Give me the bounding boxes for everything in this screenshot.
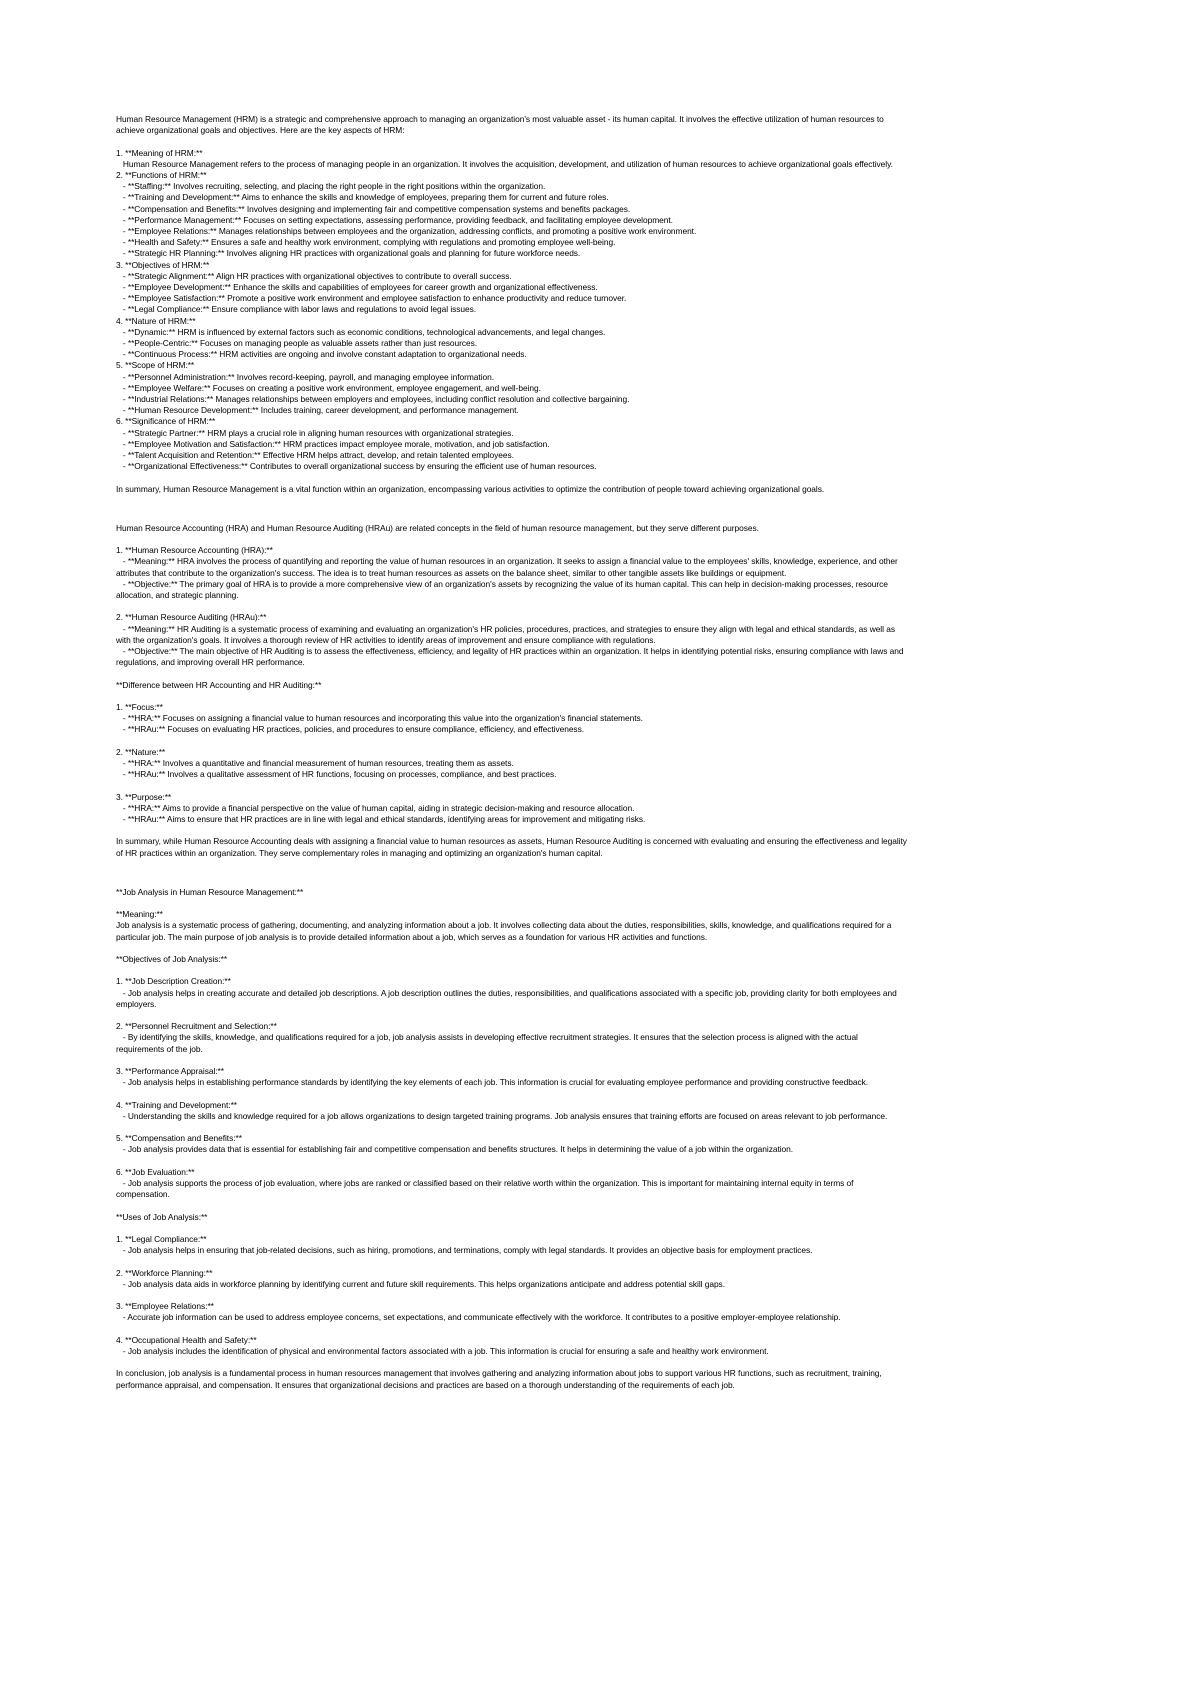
text-line: - **Legal Compliance:** Ensure compliance with labor laws and regulations to avoid legal issues. [116,304,477,315]
text-line [116,1055,1094,1066]
text-line: - **Human Resource Development:** Includes training, career development, and performance management. [116,405,519,416]
text-line: - **HRA:** Involves a quantitative and financial measurement of human resources, treating them as assets. [116,758,514,769]
document-section [116,523,1094,859]
text-line: - By identifying the skills, knowledge, and qualifications required for a job, job analysis assists in developing effective recruitment strategies. It ensures that the selection process is aligned with the actual [116,1032,858,1043]
text-line: - **Strategic HR Planning:** Involves aligning HR practices with organizational goals and planning for future workforce needs. [116,248,581,259]
text-line: - **Staffing:** Involves recruiting, selecting, and placing the right people in the right positions within the organization. [116,181,546,192]
text-line: Job analysis is a systematic process of gathering, documenting, and analyzing information about a job. It involves collecting data about the duties, responsibilities, skills, knowledge, and qualifications required for a [116,920,892,931]
text-line: - **Meaning:** HR Auditing is a systematic process of examining and evaluating an organization's HR policies, procedures, practices, and strategies to ensure they align with legal and ethical standards, as well as [116,623,895,634]
text-line: 4. **Training and Development:** [116,1099,237,1110]
text-line: regulations, and improving overall HR performance. [116,657,305,668]
text-line: - **Strategic Partner:** HRM plays a crucial role in aligning human resources with organizational strategies. [116,427,514,438]
text-line: - **Industrial Relations:** Manages relationships between employers and employees, including conflict resolution and collective bargaining. [116,394,630,405]
document-section [116,114,1094,495]
text-line: 1. **Focus:** [116,702,163,713]
text-line: - **HRAu:** Focuses on evaluating HR practices, policies, and procedures to ensure compliance, efficiency, and effectiveness. [116,724,584,735]
text-line: 1. **Human Resource Accounting (HRA):** [116,545,273,556]
text-line: 3. **Performance Appraisal:** [116,1066,224,1077]
text-line: performance appraisal, and compensation. It ensures that organizational decisions and practices are based on a thorough understanding of the requirements of each job. [116,1379,735,1390]
text-line: attributes that contribute to the organization's success. The idea is to treat human resources as assets on the balance sheet, similar to other tangible assets like buildings or equipment. [116,567,787,578]
text-line: **Difference between HR Accounting and HR Auditing:** [116,679,322,690]
text-line [116,1088,1094,1099]
text-line: - **HRA:** Focuses on assigning a financial value to human resources and incorporating this value into the organization's financial statements. [116,713,643,724]
text-line: 2. **Nature:** [116,746,166,757]
text-line [116,472,1094,483]
text-line [116,1357,1094,1368]
text-line: **Uses of Job Analysis:** [116,1211,208,1222]
text-line: - Accurate job information can be used to address employee concerns, set expectations, and communicate effectively with the workforce. It contributes to a positive employer-employee relationship. [116,1312,841,1323]
text-line: 5. **Compensation and Benefits:** [116,1133,242,1144]
text-line [116,943,1094,954]
text-line: - Job analysis helps in creating accurate and detailed job descriptions. A job description outlines the duties, responsibilities, and qualifications associated with a specific job, providing clarity for both employees and [116,987,897,998]
text-line [116,965,1094,976]
text-line: - **Employee Welfare:** Focuses on creating a positive work environment, employee engagement, and well-being. [116,382,541,393]
text-line: - **Employee Relations:** Manages relationships between employees and the organization, addressing conflicts, and promoting a positive work environment. [116,226,697,237]
text-line: - **Training and Development:** Aims to enhance the skills and knowledge of employees, preparing them for current and future roles. [116,192,609,203]
text-line: In summary, Human Resource Management is a vital function within an organization, encompassing various activities to optimize the contribution of people toward achieving organizational goals. [116,483,825,494]
section-gap [116,495,1094,523]
text-line: 2. **Human Resource Auditing (HRAu):** [116,612,267,623]
text-line [116,691,1094,702]
text-line: 1. **Job Description Creation:** [116,976,231,987]
text-line: - **Objective:** The main objective of HR Auditing is to assess the effectiveness, efficiency, and legality of HR practices within an organization. It helps in identifying potential risks, ensuring compliance with laws and [116,646,904,657]
text-line: - **People-Centric:** Focuses on managing people as valuable assets rather than just resources. [116,338,478,349]
text-line: - Job analysis provides data that is essential for establishing fair and competitive compensation and benefits structures. It helps in determining the value of a job within the organization. [116,1144,794,1155]
text-line: - Job analysis includes the identification of physical and environmental factors associated with a job. This information is crucial for ensuring a safe and healthy work environment. [116,1345,769,1356]
text-line: 4. **Nature of HRM:** [116,315,196,326]
text-line: particular job. The main purpose of job analysis is to provide detailed information about a job, which serves as a foundation for various HR activities and functions. [116,931,708,942]
text-line: **Job Analysis in Human Resource Management:** [116,886,304,897]
text-line [116,898,1094,909]
text-line: - **Employee Development:** Enhance the skills and capabilities of employees for career growth and organizational effectiveness. [116,282,598,293]
text-line: of HR practices within an organization. They serve complementary roles in managing and optimizing an organization's human capital. [116,847,603,858]
text-line: - **HRAu:** Involves a qualitative assessment of HR functions, focusing on processes, compliance, and best practices. [116,769,557,780]
text-line [116,136,1094,147]
text-line [116,1256,1094,1267]
text-line: - **Performance Management:** Focuses on setting expectations, assessing performance, providing feedback, and facilitating employee development. [116,214,673,225]
text-line: requirements of the job. [116,1043,203,1054]
text-line: **Meaning:** [116,909,163,920]
document-section [116,887,1094,1391]
text-line: 2. **Functions of HRM:** [116,170,207,180]
text-line: 3. **Employee Relations:** [116,1301,214,1312]
text-line: - **Talent Acquisition and Retention:** Effective HRM helps attract, develop, and retain talented employees. [116,450,514,461]
text-line: 3. **Objectives of HRM:** [116,259,210,270]
text-line [116,1122,1094,1133]
text-line [116,1156,1094,1167]
text-line: - Job analysis data aids in workforce planning by identifying current and future skill requirements. This helps organizations anticipate and address potential skill gaps. [116,1278,725,1289]
text-line [116,668,1094,679]
text-line [116,780,1094,791]
text-line: - **Objective:** The primary goal of HRA is to provide a more comprehensive view of an organization's assets by recognizing the value of its human capital. This can help in decision-making processes, resource [116,578,888,589]
text-line: - **Continuous Process:** HRM activities are ongoing and involve constant adaptation to organizational needs. [116,349,527,360]
text-line: - Job analysis helps in establishing performance standards by identifying the key elements of each job. This information is crucial for evaluating employee performance and providing constructive feedback. [116,1077,869,1088]
text-line: - **HRA:** Aims to provide a financial perspective on the value of human capital, aiding in strategic decision-making and resource allocation. [116,802,635,813]
text-line: 6. **Job Evaluation:** [116,1166,195,1177]
text-line [116,534,1094,545]
text-line: 1. **Legal Compliance:** [116,1234,207,1244]
text-line: - **Meaning:** HRA involves the process of quantifying and reporting the value of human resources in an organization. It seeks to assign a financial value to the employees' skills, knowledge, experience, and other [116,556,898,567]
text-line [116,601,1094,612]
text-line: 6. **Significance of HRM:** [116,416,216,427]
text-line: achieve organizational goals and objectives. Here are the key aspects of HRM: [116,125,405,136]
text-line: - **HRAu:** Aims to ensure that HR practices are in line with legal and ethical standards, identifying areas for improvement and mitigating risks. [116,814,646,825]
text-line: - **Dynamic:** HRM is influenced by external factors such as economic conditions, technological advancements, and legal changes. [116,326,606,337]
text-line: 2. **Workforce Planning:** [116,1267,213,1278]
text-line [116,1290,1094,1301]
text-line [116,1200,1094,1211]
text-line [116,825,1094,836]
text-line: **Objectives of Job Analysis:** [116,954,228,965]
text-line: Human Resource Management refers to the process of managing people in an organization. It involves the acquisition, development, and utilization of human resources to achieve organizational goals effectively. [116,158,893,169]
text-line: 2. **Personnel Recruitment and Selection:** [116,1021,277,1032]
text-line [116,736,1094,747]
text-line: employers. [116,998,157,1009]
text-line: In summary, while Human Resource Accounting deals with assigning a financial value to human resources as assets, Human Resource Auditing is concerned with evaluating and ensuring the effectiveness and legality [116,836,907,847]
text-line: - **Employee Satisfaction:** Promote a positive work environment and employee satisfaction to enhance productivity and reduce turnover. [116,293,627,304]
text-line: - Job analysis helps in ensuring that job-related decisions, such as hiring, promotions, and terminations, comply with legal standards. It provides an objective basis for employment practices. [116,1245,813,1256]
text-line [116,1324,1094,1335]
text-line: - **Employee Motivation and Satisfaction:** HRM practices impact employee morale, motivation, and job satisfaction. [116,438,550,449]
text-line: 1. **Meaning of HRM:** [116,147,203,158]
text-line: 3. **Purpose:** [116,791,172,802]
text-line: - **Strategic Alignment:** Align HR practices with organizational objectives to contribute to overall success. [116,270,512,281]
text-line: Human Resource Accounting (HRA) and Human Resource Auditing (HRAu) are related concepts in the field of human resource management, but they serve different purposes. [116,522,759,533]
text-line [116,1010,1094,1021]
text-line [116,1223,1094,1234]
text-line: - **Organizational Effectiveness:** Contributes to overall organizational success by ensuring the efficient use of human resources. [116,461,597,472]
text-line: with the organization's goals. It involves a thorough review of HR activities to identify areas of improvement and ensure compliance with regulations. [116,634,656,645]
section-gap [116,859,1094,887]
text-line: Human Resource Management (HRM) is a strategic and comprehensive approach to managing an organization's most valuable asset - its human capital. It involves the effective utilization of human resources to [116,114,884,124]
text-line: 4. **Occupational Health and Safety:** [116,1334,257,1345]
text-line: In conclusion, job analysis is a fundamental process in human resources management that involves gathering and analyzing information about jobs to support various HR functions, such as recruitment, training, [116,1368,882,1379]
document-body [116,114,1094,1391]
text-line: - **Compensation and Benefits:** Involves designing and implementing fair and competitive compensation systems and benefits packages. [116,203,631,214]
text-line: - Understanding the skills and knowledge required for a job allows organizations to design targeted training programs. Job analysis ensures that training efforts are focused on areas relevant to job performance. [116,1110,888,1121]
text-line: - **Personnel Administration:** Involves record-keeping, payroll, and managing employee information. [116,371,494,382]
text-line: - Job analysis supports the process of job evaluation, where jobs are ranked or classified based on their relative worth within the organization. This is important for maintaining internal equity in terms of [116,1178,854,1189]
text-line: 5. **Scope of HRM:** [116,360,195,371]
text-line: compensation. [116,1189,170,1200]
text-line: - **Health and Safety:** Ensures a safe and healthy work environment, complying with regulations and promoting employee well-being. [116,237,616,248]
text-line: allocation, and strategic planning. [116,590,239,601]
